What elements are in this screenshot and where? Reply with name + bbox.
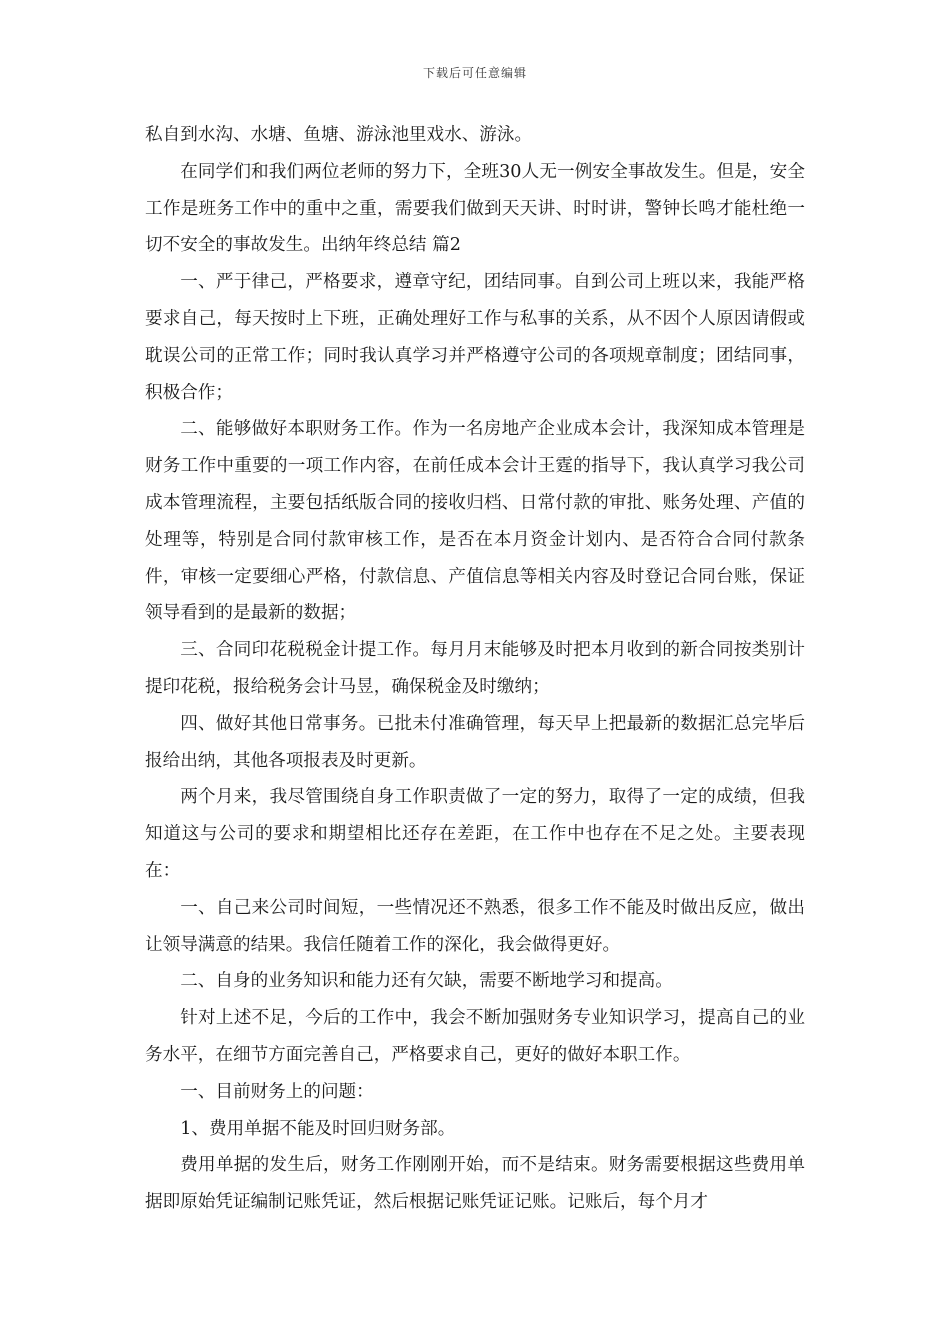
paragraph: 1、费用单据不能及时回归财务部。 <box>180 1118 456 1139</box>
paragraph: 针对上述不足，今后的工作中，我会不断加强财务专业知识学习，提高自己的业务水平，在细节方面完善自己，严格要求自己，更好的做好本职工作。 <box>145 1008 805 1065</box>
paragraph: 两个月来，我尽管围绕自身工作职责做了一定的努力，取得了一定的成绩，但我知道这与公司的要求和期望相比还存在差距，在工作中也存在不足之处。主要表现在： <box>145 787 805 881</box>
paragraph: 一、严于律己，严格要求，遵章守纪，团结同事。自到公司上班以来，我能严格要求自己，每天按时上下班，正确处理好工作与私事的关系，从不因个人原因请假或耽误公司的正常工作；同时我认真学习并严格遵守公司的各项规章制度；团结同事，积极合作； <box>145 272 805 403</box>
paragraph: 在同学们和我们两位老师的努力下，全班30人无一例安全事故发生。但是，安全工作是班务工作中的重中之重，需要我们做到天天讲、时时讲，警钟长鸣才能杜绝一切不安全的事故发生。出纳年终总结 篇2 <box>145 161 805 256</box>
paragraph: 一、目前财务上的问题： <box>180 1081 374 1102</box>
document-body <box>145 117 805 1221</box>
paragraph: 二、能够做好本职财务工作。作为一名房地产企业成本会计，我深知成本管理是财务工作中重要的一项工作内容，在前任成本会计王霆的指导下，我认真学习我公司成本管理流程，主要包括纸版合同的接收归档、日常付款的审批、账务处理、产值的处理等，特别是合同付款审核工作，是否在本月资金计划内、是否符合合同付款条件，审核一定要细心严格，付款信息、产值信息等相关内容及时登记合同台账，保证领导看到的是最新的数据； <box>145 419 805 624</box>
paragraph: 二、自身的业务知识和能力还有欠缺，需要不断地学习和提高。 <box>180 971 673 992</box>
paragraph: 一、自己来公司时间短，一些情况还不熟悉，很多工作不能及时做出反应，做出让领导满意的结果。我信任随着工作的深化，我会做得更好。 <box>145 897 805 955</box>
paragraph: 私自到水沟、水塘、鱼塘、游泳池里戏水、游泳。 <box>145 125 533 145</box>
paragraph: 费用单据的发生后，财务工作刚刚开始，而不是结束。财务需要根据这些费用单据即原始凭证编制记账凭证，然后根据记账凭证记账。记账后，每个月才 <box>145 1155 805 1213</box>
paragraph: 四、做好其他日常事务。已批未付准确管理，每天早上把最新的数据汇总完毕后报给出纳，其他各项报表及时更新。 <box>145 713 805 771</box>
paragraph: 三、合同印花税税金计提工作。每月月末能够及时把本月收到的新合同按类别计提印花税，报给税务会计马昱，确保税金及时缴纳； <box>145 640 805 697</box>
page-header: 下载后可任意编辑 <box>422 66 527 80</box>
